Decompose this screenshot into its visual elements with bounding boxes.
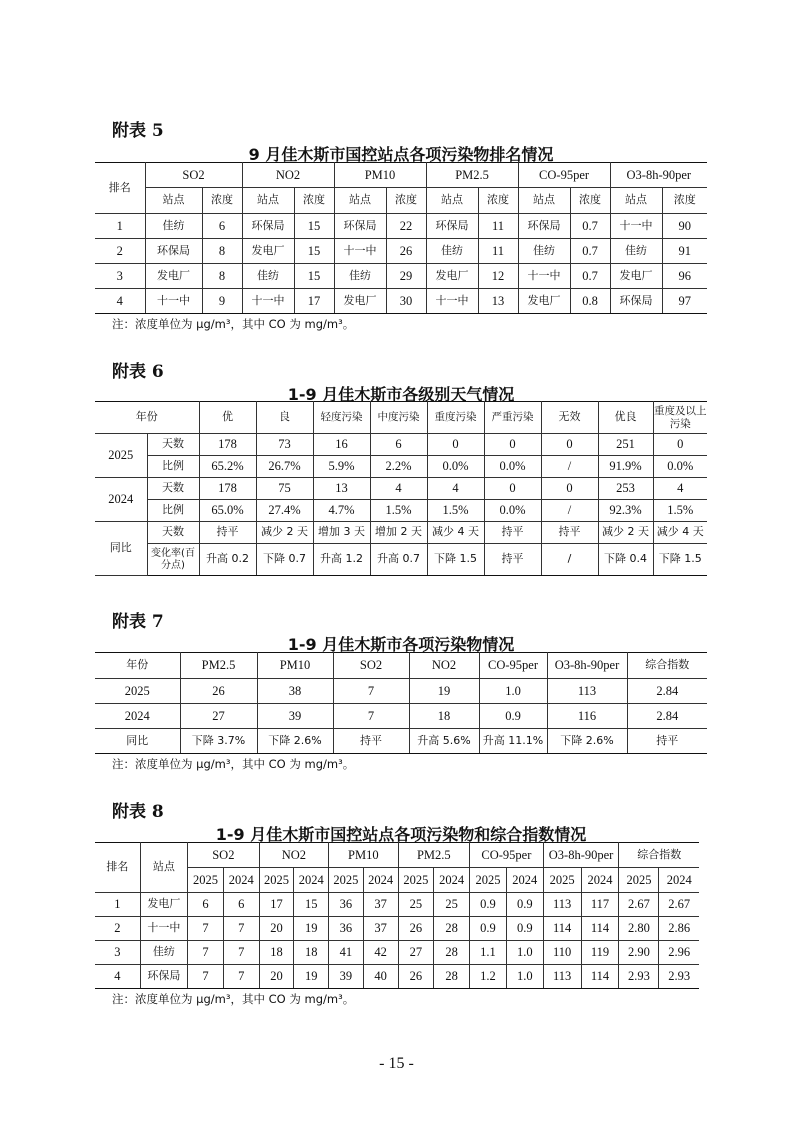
year-cell: 2025 [95, 434, 147, 478]
col-header: 无效 [541, 402, 598, 434]
year-subheader: 2025 [470, 868, 507, 893]
cell: 4 [653, 478, 707, 500]
cell: 0.0% [484, 500, 541, 522]
col-header: 综合指数 [627, 653, 707, 679]
cell: 42 [363, 941, 398, 965]
cell: 佳纺 [242, 264, 294, 289]
cell: 下降 1.5 [653, 544, 707, 576]
cell: 22 [386, 214, 426, 239]
cell: 6 [370, 434, 427, 456]
cell: 1 [95, 214, 145, 239]
cell: 下降 2.6% [257, 729, 333, 754]
cell: 7 [223, 917, 259, 941]
cell: 114 [581, 965, 619, 989]
pollutant-header: NO2 [242, 163, 334, 188]
cell: 佳纺 [140, 941, 187, 965]
col-header: NO2 [409, 653, 479, 679]
cell: 发电厂 [610, 264, 662, 289]
cell: 佳纺 [518, 239, 570, 264]
cell: 十一中 [518, 264, 570, 289]
table-row [95, 239, 707, 264]
col-header: SO2 [333, 653, 409, 679]
cell: 36 [329, 893, 364, 917]
cell: 2.90 [619, 941, 659, 965]
cell: 下降 3.7% [180, 729, 257, 754]
cell: 2.2% [370, 456, 427, 478]
cell: 13 [478, 289, 518, 314]
cell: 114 [543, 917, 581, 941]
table-row [95, 704, 707, 729]
cell: 7 [333, 679, 409, 704]
pollutant-header: SO2 [145, 163, 242, 188]
table7-label: 附表 7 [112, 612, 164, 632]
cell: 7 [223, 965, 259, 989]
cell: 十一中 [242, 289, 294, 314]
station-subheader: 站点 [145, 188, 202, 214]
rank-header: 排名 [95, 163, 145, 214]
cell: 28 [434, 917, 470, 941]
cell: 下降 0.4 [598, 544, 653, 576]
cell: 发电厂 [426, 264, 478, 289]
cell: 11 [478, 214, 518, 239]
cell: 升高 0.7 [370, 544, 427, 576]
cell: 39 [257, 704, 333, 729]
year-subheader: 2025 [619, 868, 659, 893]
cell: 持平 [541, 522, 598, 544]
cell: 下降 0.7 [256, 544, 313, 576]
cell: 28 [434, 941, 470, 965]
cell: 1.5% [653, 500, 707, 522]
year-subheader: 2024 [363, 868, 398, 893]
cell: 0 [541, 434, 598, 456]
cell: 0.0% [427, 456, 484, 478]
cell: 0.7 [570, 264, 610, 289]
station-header: 站点 [140, 843, 187, 893]
table-row [95, 214, 707, 239]
cell: 2.96 [659, 941, 699, 965]
col-header: O3-8h-90per [547, 653, 627, 679]
cell: 十一中 [610, 214, 662, 239]
cell: 升高 0.2 [199, 544, 256, 576]
table-row [95, 729, 707, 754]
cell: 90 [662, 214, 707, 239]
group-header: PM10 [329, 843, 398, 868]
row-label: 天数 [147, 522, 199, 544]
cell: 6 [223, 893, 259, 917]
group-header: PM2.5 [398, 843, 470, 868]
cell: 26 [398, 917, 434, 941]
col-header: 严重污染 [484, 402, 541, 434]
cell: 18 [409, 704, 479, 729]
year-header: 年份 [95, 402, 199, 434]
cell: 减少 2 天 [598, 522, 653, 544]
cell: 1.0 [506, 941, 543, 965]
cell: 20 [259, 917, 294, 941]
table8-label: 附表 8 [112, 802, 164, 822]
cell: 0 [484, 478, 541, 500]
cell: 2024 [95, 704, 180, 729]
cell: 40 [363, 965, 398, 989]
cell: 下降 2.6% [547, 729, 627, 754]
cell: 37 [363, 917, 398, 941]
group-header: CO-95per [470, 843, 544, 868]
cell: 11 [478, 239, 518, 264]
cell: 5.9% [313, 456, 370, 478]
cell: 116 [547, 704, 627, 729]
cell: 发电厂 [145, 264, 202, 289]
cell: 2025 [95, 679, 180, 704]
cell: 4 [95, 965, 140, 989]
cell: 发电厂 [140, 893, 187, 917]
cell: 15 [294, 239, 334, 264]
cell: 环保局 [140, 965, 187, 989]
cell: 发电厂 [518, 289, 570, 314]
row-label: 变化率(百分点) [147, 544, 199, 576]
cell: 97 [662, 289, 707, 314]
station-subheader: 站点 [242, 188, 294, 214]
table-row [95, 456, 707, 478]
cell: 2.80 [619, 917, 659, 941]
cell: 6 [202, 214, 242, 239]
cell: 0.9 [506, 917, 543, 941]
table6-title: 1-9 月佳木斯市各级别天气情况 [287, 385, 515, 404]
conc-subheader: 浓度 [662, 188, 707, 214]
cell: 减少 4 天 [427, 522, 484, 544]
cell: 同比 [95, 729, 180, 754]
cell: 91 [662, 239, 707, 264]
row-label: 天数 [147, 434, 199, 456]
cell: 十一中 [334, 239, 386, 264]
year-subheader: 2025 [329, 868, 364, 893]
cell: 3 [95, 941, 140, 965]
cell: 92.3% [598, 500, 653, 522]
cell: 2.67 [619, 893, 659, 917]
cell: 环保局 [426, 214, 478, 239]
cell: 2.84 [627, 679, 707, 704]
cell: 19 [294, 965, 329, 989]
cell: 佳纺 [426, 239, 478, 264]
table5-title: 9 月佳木斯市国控站点各项污染物排名情况 [248, 145, 554, 164]
cell: 3 [95, 264, 145, 289]
cell: 26.7% [256, 456, 313, 478]
table-row [95, 289, 707, 314]
cell: 113 [543, 965, 581, 989]
year-subheader: 2024 [294, 868, 329, 893]
table6 [95, 401, 707, 576]
cell: 41 [329, 941, 364, 965]
cell: 十一中 [145, 289, 202, 314]
col-header: 良 [256, 402, 313, 434]
conc-subheader: 浓度 [202, 188, 242, 214]
cell: 18 [294, 941, 329, 965]
station-subheader: 站点 [610, 188, 662, 214]
cell: 十一中 [140, 917, 187, 941]
cell: 17 [259, 893, 294, 917]
cell: 环保局 [242, 214, 294, 239]
cell: 持平 [199, 522, 256, 544]
cell: 1.5% [427, 500, 484, 522]
cell: 佳纺 [145, 214, 202, 239]
group-header: 综合指数 [619, 843, 699, 868]
cell: 26 [180, 679, 257, 704]
cell: 15 [294, 264, 334, 289]
col-header: CO-95per [479, 653, 547, 679]
station-subheader: 站点 [334, 188, 386, 214]
table-row [95, 500, 707, 522]
cell: 0 [427, 434, 484, 456]
cell: 4 [95, 289, 145, 314]
group-header: SO2 [188, 843, 260, 868]
cell: 0 [541, 478, 598, 500]
cell: 251 [598, 434, 653, 456]
cell: / [541, 500, 598, 522]
cell: 减少 2 天 [256, 522, 313, 544]
cell: 16 [313, 434, 370, 456]
cell: 2.86 [659, 917, 699, 941]
cell: 1.1 [470, 941, 507, 965]
col-header: 优 [199, 402, 256, 434]
cell: 91.9% [598, 456, 653, 478]
table8-title: 1-9 月佳木斯市国控站点各项污染物和综合指数情况 [215, 825, 587, 844]
cell: 佳纺 [334, 264, 386, 289]
cell: / [541, 544, 598, 576]
cell: 18 [259, 941, 294, 965]
year-subheader: 2024 [434, 868, 470, 893]
station-subheader: 站点 [518, 188, 570, 214]
yoy-cell: 同比 [95, 522, 147, 576]
year-subheader: 2025 [398, 868, 434, 893]
cell: 20 [259, 965, 294, 989]
cell: 4.7% [313, 500, 370, 522]
table-row [95, 478, 707, 500]
cell: 0.0% [653, 456, 707, 478]
cell: 1.0 [479, 679, 547, 704]
cell: 环保局 [334, 214, 386, 239]
cell: 持平 [484, 522, 541, 544]
col-header: 轻度污染 [313, 402, 370, 434]
cell: 减少 4 天 [653, 522, 707, 544]
table-row [95, 264, 707, 289]
cell: 25 [434, 893, 470, 917]
year-subheader: 2025 [259, 868, 294, 893]
pollutant-header: PM2.5 [426, 163, 518, 188]
cell: 环保局 [610, 289, 662, 314]
year-subheader: 2024 [659, 868, 699, 893]
cell: 37 [363, 893, 398, 917]
cell: 110 [543, 941, 581, 965]
table5-note: 注：浓度单位为 μg/m³，其中 CO 为 mg/m³。 [112, 317, 355, 331]
station-subheader: 站点 [426, 188, 478, 214]
pollutant-header: CO-95per [518, 163, 610, 188]
cell: 113 [543, 893, 581, 917]
cell: 26 [386, 239, 426, 264]
cell: 0 [484, 434, 541, 456]
cell: 30 [386, 289, 426, 314]
col-header: 优良 [598, 402, 653, 434]
table-row [95, 544, 707, 576]
cell: 8 [202, 264, 242, 289]
cell: 39 [329, 965, 364, 989]
year-subheader: 2025 [188, 868, 224, 893]
row-label: 比例 [147, 456, 199, 478]
year-subheader: 2024 [506, 868, 543, 893]
cell: 环保局 [145, 239, 202, 264]
cell: 0.9 [470, 917, 507, 941]
table-row [95, 679, 707, 704]
cell: 178 [199, 478, 256, 500]
cell: 持平 [333, 729, 409, 754]
cell: 升高 1.2 [313, 544, 370, 576]
cell: 2.93 [619, 965, 659, 989]
cell: 0.0% [484, 456, 541, 478]
cell: 65.2% [199, 456, 256, 478]
cell: 环保局 [518, 214, 570, 239]
page-number: - 15 - [379, 1055, 414, 1072]
cell: 0.9 [470, 893, 507, 917]
conc-subheader: 浓度 [386, 188, 426, 214]
cell: 0.8 [570, 289, 610, 314]
group-header: NO2 [259, 843, 328, 868]
cell: 0.9 [479, 704, 547, 729]
cell: 178 [199, 434, 256, 456]
cell: 发电厂 [242, 239, 294, 264]
cell: 6 [188, 893, 224, 917]
col-header: 年份 [95, 653, 180, 679]
cell: 17 [294, 289, 334, 314]
cell: 15 [294, 893, 329, 917]
cell: 73 [256, 434, 313, 456]
col-header: 重度及以上污染 [653, 402, 707, 434]
cell: 26 [398, 965, 434, 989]
cell: 1.5% [370, 500, 427, 522]
cell: 增加 3 天 [313, 522, 370, 544]
cell: 114 [581, 917, 619, 941]
table5 [95, 162, 707, 314]
cell: 36 [329, 917, 364, 941]
cell: 7 [223, 941, 259, 965]
cell: 29 [386, 264, 426, 289]
cell: 佳纺 [610, 239, 662, 264]
conc-subheader: 浓度 [478, 188, 518, 214]
cell: 28 [434, 965, 470, 989]
table-row [95, 434, 707, 456]
table-row [95, 917, 699, 941]
cell: 升高 11.1% [479, 729, 547, 754]
cell: 十一中 [426, 289, 478, 314]
cell: 4 [427, 478, 484, 500]
cell: 15 [294, 214, 334, 239]
cell: 0.7 [570, 214, 610, 239]
col-header: PM2.5 [180, 653, 257, 679]
table6-label: 附表 6 [112, 362, 164, 382]
pollutant-header: O3-8h-90per [610, 163, 707, 188]
cell: 1 [95, 893, 140, 917]
cell: 25 [398, 893, 434, 917]
cell: / [541, 456, 598, 478]
rank-header: 排名 [95, 843, 140, 893]
cell: 2 [95, 239, 145, 264]
cell: 0.9 [506, 893, 543, 917]
cell: 持平 [627, 729, 707, 754]
conc-subheader: 浓度 [294, 188, 334, 214]
cell: 75 [256, 478, 313, 500]
cell: 119 [581, 941, 619, 965]
table-row [95, 522, 707, 544]
row-label: 比例 [147, 500, 199, 522]
cell: 12 [478, 264, 518, 289]
cell: 96 [662, 264, 707, 289]
table8 [95, 842, 699, 989]
table8-note: 注：浓度单位为 μg/m³，其中 CO 为 mg/m³。 [112, 992, 355, 1006]
cell: 9 [202, 289, 242, 314]
cell: 65.0% [199, 500, 256, 522]
table-row [95, 893, 699, 917]
year-subheader: 2025 [543, 868, 581, 893]
cell: 113 [547, 679, 627, 704]
cell: 7 [188, 941, 224, 965]
cell: 2.93 [659, 965, 699, 989]
cell: 13 [313, 478, 370, 500]
cell: 下降 1.5 [427, 544, 484, 576]
cell: 1.2 [470, 965, 507, 989]
table7-title: 1-9 月佳木斯市各项污染物情况 [287, 635, 515, 654]
cell: 1.0 [506, 965, 543, 989]
cell: 117 [581, 893, 619, 917]
col-header: 中度污染 [370, 402, 427, 434]
cell: 2.67 [659, 893, 699, 917]
cell: 增加 2 天 [370, 522, 427, 544]
pollutant-header: PM10 [334, 163, 426, 188]
table5-label: 附表 5 [112, 121, 164, 141]
cell: 27.4% [256, 500, 313, 522]
cell: 4 [370, 478, 427, 500]
col-header: 重度污染 [427, 402, 484, 434]
cell: 8 [202, 239, 242, 264]
cell: 2.84 [627, 704, 707, 729]
cell: 19 [294, 917, 329, 941]
year-subheader: 2024 [223, 868, 259, 893]
table-row [95, 965, 699, 989]
cell: 19 [409, 679, 479, 704]
cell: 27 [398, 941, 434, 965]
conc-subheader: 浓度 [570, 188, 610, 214]
cell: 0.7 [570, 239, 610, 264]
row-label: 天数 [147, 478, 199, 500]
cell: 38 [257, 679, 333, 704]
cell: 253 [598, 478, 653, 500]
cell: 升高 5.6% [409, 729, 479, 754]
cell: 2 [95, 917, 140, 941]
col-header: PM10 [257, 653, 333, 679]
table7-note: 注：浓度单位为 μg/m³，其中 CO 为 mg/m³。 [112, 757, 355, 771]
cell: 0 [653, 434, 707, 456]
table7 [95, 652, 707, 754]
cell: 7 [333, 704, 409, 729]
table-row [95, 941, 699, 965]
year-subheader: 2024 [581, 868, 619, 893]
cell: 27 [180, 704, 257, 729]
cell: 持平 [484, 544, 541, 576]
cell: 发电厂 [334, 289, 386, 314]
year-cell: 2024 [95, 478, 147, 522]
cell: 7 [188, 917, 224, 941]
cell: 7 [188, 965, 224, 989]
group-header: O3-8h-90per [543, 843, 619, 868]
